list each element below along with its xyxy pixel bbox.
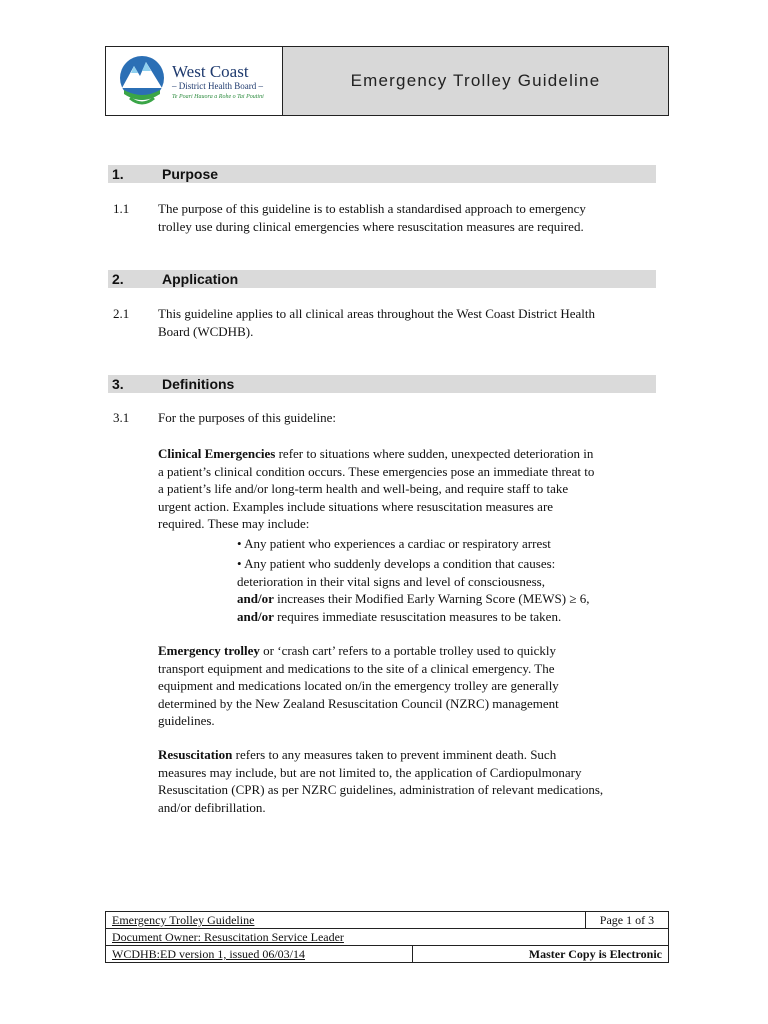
section-number: 1.: [112, 166, 124, 182]
logo-name: West Coast: [172, 61, 249, 81]
definition-text: refer to situations where sudden, unexpected deterioration in: [275, 446, 594, 461]
paragraph-number: 3.1: [113, 410, 130, 425]
footer-doc-title: Emergency Trolley Guideline: [106, 912, 586, 929]
document-header: [105, 46, 669, 116]
definition-term: Resuscitation: [158, 747, 233, 762]
bullet-text: • Any patient who suddenly develops a condition that causes:: [237, 556, 556, 571]
definition-line: a patient’s life and/or long-term health and well-being, and require staff to take: [158, 481, 569, 496]
bullet-bold: and/or: [237, 591, 274, 606]
logo: [106, 47, 283, 115]
definition-line: urgent action. Examples include situations where resuscitation measures are: [158, 498, 554, 514]
footer-master-copy: Master Copy is Electronic: [413, 946, 669, 963]
bullet-text: • Any patient who experiences a cardiac or respiratory arrest: [237, 536, 551, 551]
definition-line: Resuscitation (CPR) as per NZRC guidelines, administration of relevant medications,: [158, 782, 604, 797]
definition-line: determined by the New Zealand Resuscitation Council (NZRC) management: [158, 695, 559, 711]
section-title: Purpose: [162, 166, 219, 182]
bullet-text: 6,: [576, 591, 590, 606]
paragraph-line: Board (WCDHB).: [158, 323, 254, 339]
greater-equal-symbol: ≥: [569, 591, 577, 606]
footer-version: WCDHB:ED version 1, issued 06/03/14: [106, 946, 413, 963]
paragraph-3-1: [113, 409, 653, 427]
bullet-cardiac-arrest: [237, 535, 657, 553]
paragraph-line: For the purposes of this guideline:: [158, 410, 337, 425]
definition-clinical-emergencies: [158, 445, 658, 533]
definition-line: required. These may include:: [158, 516, 310, 531]
bullet-bold: and/or: [237, 608, 274, 624]
bullet-text: deterioration in their vital signs and level of consciousness,: [237, 573, 545, 589]
definition-term: Clinical Emergencies: [158, 446, 276, 461]
paragraph-number: 2.1: [113, 306, 130, 321]
paragraph-number: 1.1: [113, 201, 130, 216]
bullet-text: requires immediate resuscitation measures to be taken.: [273, 608, 562, 624]
paragraph-2-1: [113, 305, 653, 340]
paragraph-line: trolley use during clinical emergencies where resuscitation measures are required.: [158, 218, 584, 234]
definition-line: guidelines.: [158, 713, 215, 728]
definition-line: a patient’s clinical condition occurs. These emergencies pose an immediate threat to: [158, 463, 595, 479]
definition-resuscitation: [158, 746, 658, 816]
mountain-logo-icon: [116, 54, 168, 108]
definition-term: Emergency trolley: [158, 643, 260, 658]
paragraph-line: The purpose of this guideline is to establish a standardised approach to emergency: [158, 201, 586, 216]
definition-line: measures may include, but are not limited to, the application of Cardiopulmonary: [158, 764, 582, 780]
document-title-box: [283, 47, 668, 115]
document-title: Emergency Trolley Guideline: [350, 71, 601, 90]
logo-subtitle: – District Health Board –: [172, 80, 263, 91]
section-number: 3.: [112, 376, 124, 392]
definition-emergency-trolley: [158, 642, 658, 730]
section-heading-purpose: [108, 165, 656, 183]
section-heading-application: [108, 270, 656, 288]
bullet-sudden-condition: [237, 555, 657, 625]
definition-line: and/or defibrillation.: [158, 799, 266, 815]
section-title: Application: [162, 271, 239, 287]
paragraph-line: This guideline applies to all clinical areas throughout the West Coast District Health: [158, 306, 595, 321]
definition-text: or ‘crash cart’ refers to a portable trolley used to quickly: [259, 643, 557, 658]
footer-document-owner: Document Owner: Resuscitation Service Leader: [106, 929, 669, 946]
logo-motto: Te Poari Hauora a Rohe o Tai Poutini: [172, 93, 264, 100]
definition-line: equipment and medications located on/in the emergency trolley are generally: [158, 678, 559, 693]
document-footer: [105, 911, 669, 963]
section-heading-definitions: [108, 375, 656, 393]
bullet-text: increases their Modified Early Warning Score (MEWS): [273, 591, 570, 606]
definition-line: transport equipment and medications to the site of a clinical emergency. The: [158, 660, 555, 676]
section-number: 2.: [112, 271, 124, 287]
paragraph-1-1: [113, 200, 653, 235]
section-title: Definitions: [162, 376, 235, 392]
footer-page-number: Page 1 of 3: [585, 912, 668, 929]
definition-text: refers to any measures taken to prevent imminent death. Such: [232, 747, 557, 762]
